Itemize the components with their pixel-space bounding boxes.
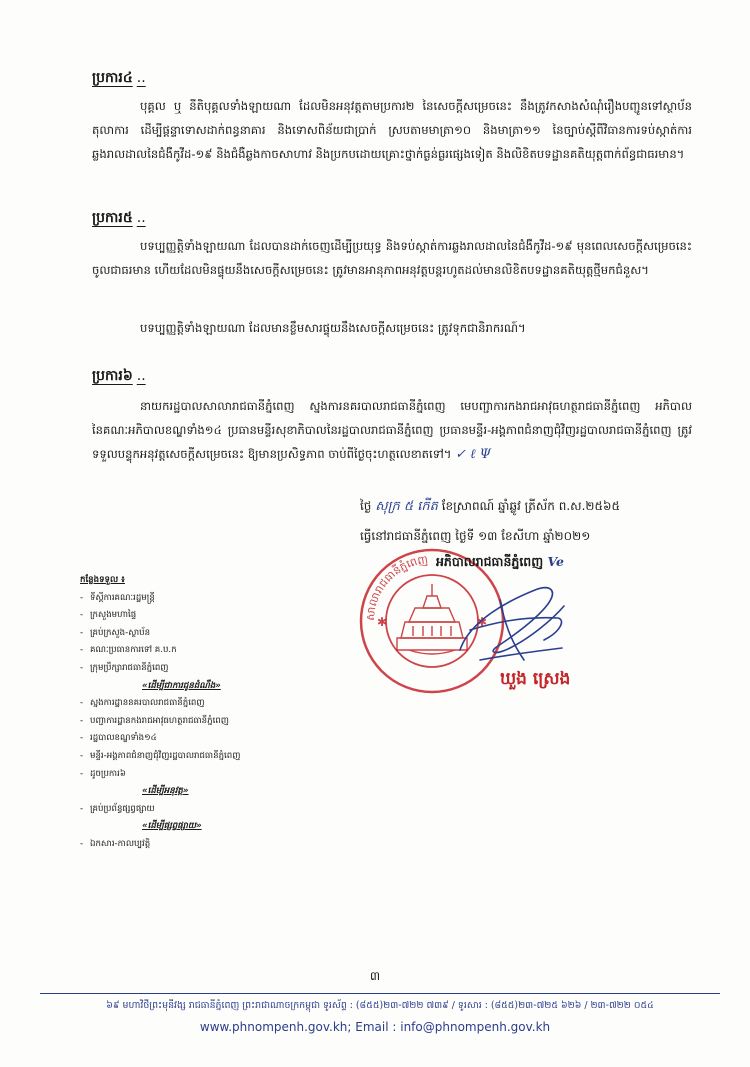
recipients-subheading: «ដើម្បីជាការជូនដំណឹង» <box>142 680 221 691</box>
recipient-item: - ក្រុមប្រឹក្សារាជធានីភ្នំពេញ <box>80 660 340 678</box>
recipient-item: - រដ្ឋបាលខណ្ឌទាំង១៤ <box>80 730 340 748</box>
article-6-heading-dots: .. <box>136 368 146 384</box>
governor-initial: Ve <box>547 554 564 569</box>
article-4-heading-dots: .. <box>136 70 146 86</box>
article-4-heading-text: ប្រការ៤ <box>92 70 133 86</box>
footer-web-email: www.phnompenh.gov.kh; Email : info@phnompenh.gov.kh <box>199 1020 551 1034</box>
article-5-paragraph-1: បទប្បញ្ញត្តិទាំងឡាយណា ដែលបានដាក់ចេញដើម្បីប្រយុទ្ធ និងទប់ស្កាត់ការឆ្លងរាលដាលនៃជំងឺកូវីដ-១៩ មុនពេលសេចក្ដីសម្រេចនេះចូលជាធរមាន ហើយដែលមិនផ្ទុយនឹងសេចក្ដីសម្រេចនេះ ត្រូវមានអានុភាពអនុវត្តបន្តរហូតដល់មានលិខិតបទដ្ឋានគតិយុត្តថ្មីមកជំនួស។ <box>92 239 692 277</box>
article-5-heading-dots: .. <box>136 210 146 226</box>
recipient-item: - បញ្ជាការដ្ឋានកងរាជអាវុធហត្ថរាជធានីភ្នំពេញ <box>80 713 340 731</box>
recipient-item: - ឯកសារ-កាលប្បវត្តិ <box>80 836 340 854</box>
footer-address: ៦៩ មហាវិថីព្រះមុនីវង្ស រាជធានីភ្នំពេញ ព្រះរាជាណាចក្រកម្ពុជា ទូរស័ព្ទ : (៨៥៥)២៣-៧២២ ៧៣៩ / ទូរសារ : (៨៥៥)២៣-៧២៥ ៦២៦ / ២៣-៧២២ ០៥៤ <box>106 1000 654 1011</box>
date-solar: ធ្វើនៅរាជធានីភ្នំពេញ ថ្ងៃទី ១៣ ខែសីហា ឆ្នាំ២០២១ <box>360 529 591 543</box>
recipients-subheading: «ដើម្បីផ្សព្វផ្សាយ» <box>142 821 202 832</box>
article-5-heading <box>92 208 146 229</box>
article-5-paragraph-2: បទប្បញ្ញត្តិទាំងឡាយណា ដែលមានខ្លឹមសារផ្ទុយនឹងសេចក្ដីសម្រេចនេះ ត្រូវទុកជានិរាករណ៍។ <box>140 321 526 335</box>
date-lunar-handwritten: សុក្រ ៥ កើត <box>375 499 438 514</box>
article-6-handwritten-initial: ✓ ℓ Ψ <box>455 447 492 462</box>
date-lunar-prefix: ថ្ងៃ <box>360 499 372 513</box>
recipients-list <box>80 572 340 854</box>
recipient-item: - គ្រប់ប្រព័ន្ធផ្សព្វផ្សាយ <box>80 801 340 819</box>
recipient-item: - ស្នងការដ្ឋាននគរបាលរាជធានីភ្នំពេញ <box>80 695 340 713</box>
date-lunar-rest: ខែស្រាពណ៍ ឆ្នាំឆ្លូវ ត្រីស័ក ព.ស.២៥៦៥ <box>441 499 620 513</box>
article-6-heading <box>92 366 146 387</box>
article-5-heading-text: ប្រការ៥ <box>92 210 133 226</box>
article-6-heading-text: ប្រការ៦ <box>92 368 133 384</box>
article-4-heading <box>92 68 146 89</box>
recipient-item: - គណៈប្រធានការទៅ គ.ប.ក <box>80 642 340 660</box>
seal-ring-text: សាលារាជធានីភ្នំពេញ <box>363 552 429 622</box>
seal-star-right: ✱ <box>477 615 488 629</box>
article-6-paragraph <box>92 394 692 467</box>
signatory-name: ឃួង ស្រេង <box>500 669 571 689</box>
recipient-item: - ដូចប្រការ៦ <box>80 766 340 784</box>
recipient-item: - គ្រប់ក្រសួង-ស្ថាប័ន <box>80 625 340 643</box>
footer-divider <box>40 993 720 994</box>
recipient-item: - ទីស្ដីការគណៈរដ្ឋមន្ត្រី <box>80 590 340 608</box>
date-lunar <box>360 494 700 519</box>
seal-star-left: ✱ <box>377 615 388 629</box>
article-6-paragraph-text: នាយករដ្ឋបាលសាលារាជធានីភ្នំពេញ ស្នងការនគរបាលរាជធានីភ្នំពេញ មេបញ្ជាការកងរាជអាវុធហត្ថរាជធានីភ្នំពេញ អភិបាល នៃគណៈអភិបាលខណ្ឌទាំង១៤ ប្រធានមន្ទីរសុខាភិបាលនៃរដ្ឋបាលរាជធានីភ្នំពេញ ប្រធានមន្ទីរ-អង្គភាពជំនាញជុំវិញរដ្ឋបាលរាជធានីភ្នំពេញ ត្រូវទទួលបន្ទុកអនុវត្តសេចក្ដីសម្រេចនេះ ឱ្យមានប្រសិទ្ធភាព ចាប់ពីថ្ងៃចុះហត្ថលេខាតទៅ។ <box>92 399 692 461</box>
page-number: ៣ <box>369 969 381 983</box>
handwritten-signature <box>440 560 580 670</box>
recipient-item: - ក្រសួងមហាផ្ទៃ <box>80 607 340 625</box>
recipients-title: កន្លែងទទួល ៖ <box>80 575 125 585</box>
recipient-item: - មន្ទីរ-អង្គភាពជំនាញជុំវិញរដ្ឋបាលរាជធានីភ្នំពេញ <box>80 748 340 766</box>
article-4-paragraph: បុគ្គល ឬ នីតិបុគ្គលទាំងឡាយណា ដែលមិនអនុវត្តតាមប្រការ២ នៃសេចក្ដីសម្រេចនេះ នឹងត្រូវកសាងសំណុំរឿងបញ្ជូនទៅស្ថាប័នតុលាការ ដើម្បីផ្ដន្ទាទោសដាក់ពន្ធនាគារ និងទោសពិន័យជាប្រាក់ ស្របតាមមាត្រា១០ និងមាត្រា១១ នៃច្បាប់ស្ដីពីវិធានការទប់ស្កាត់ការឆ្លងរាលដាលនៃជំងឺកូវីដ-១៩ និងជំងឺឆ្លងកាចសាហាវ និងប្រកបដោយគ្រោះថ្នាក់ធ្ងន់ធ្ងរផ្សេងទៀត និងលិខិតបទដ្ឋានគតិយុត្តពាក់ព័ន្ធជាធរមាន។ <box>92 99 692 161</box>
recipients-subheading: «ដើម្បីអនុវត្ត» <box>142 786 189 797</box>
governor-title: អភិបាលរាជធានីភ្នំពេញ <box>436 554 544 569</box>
